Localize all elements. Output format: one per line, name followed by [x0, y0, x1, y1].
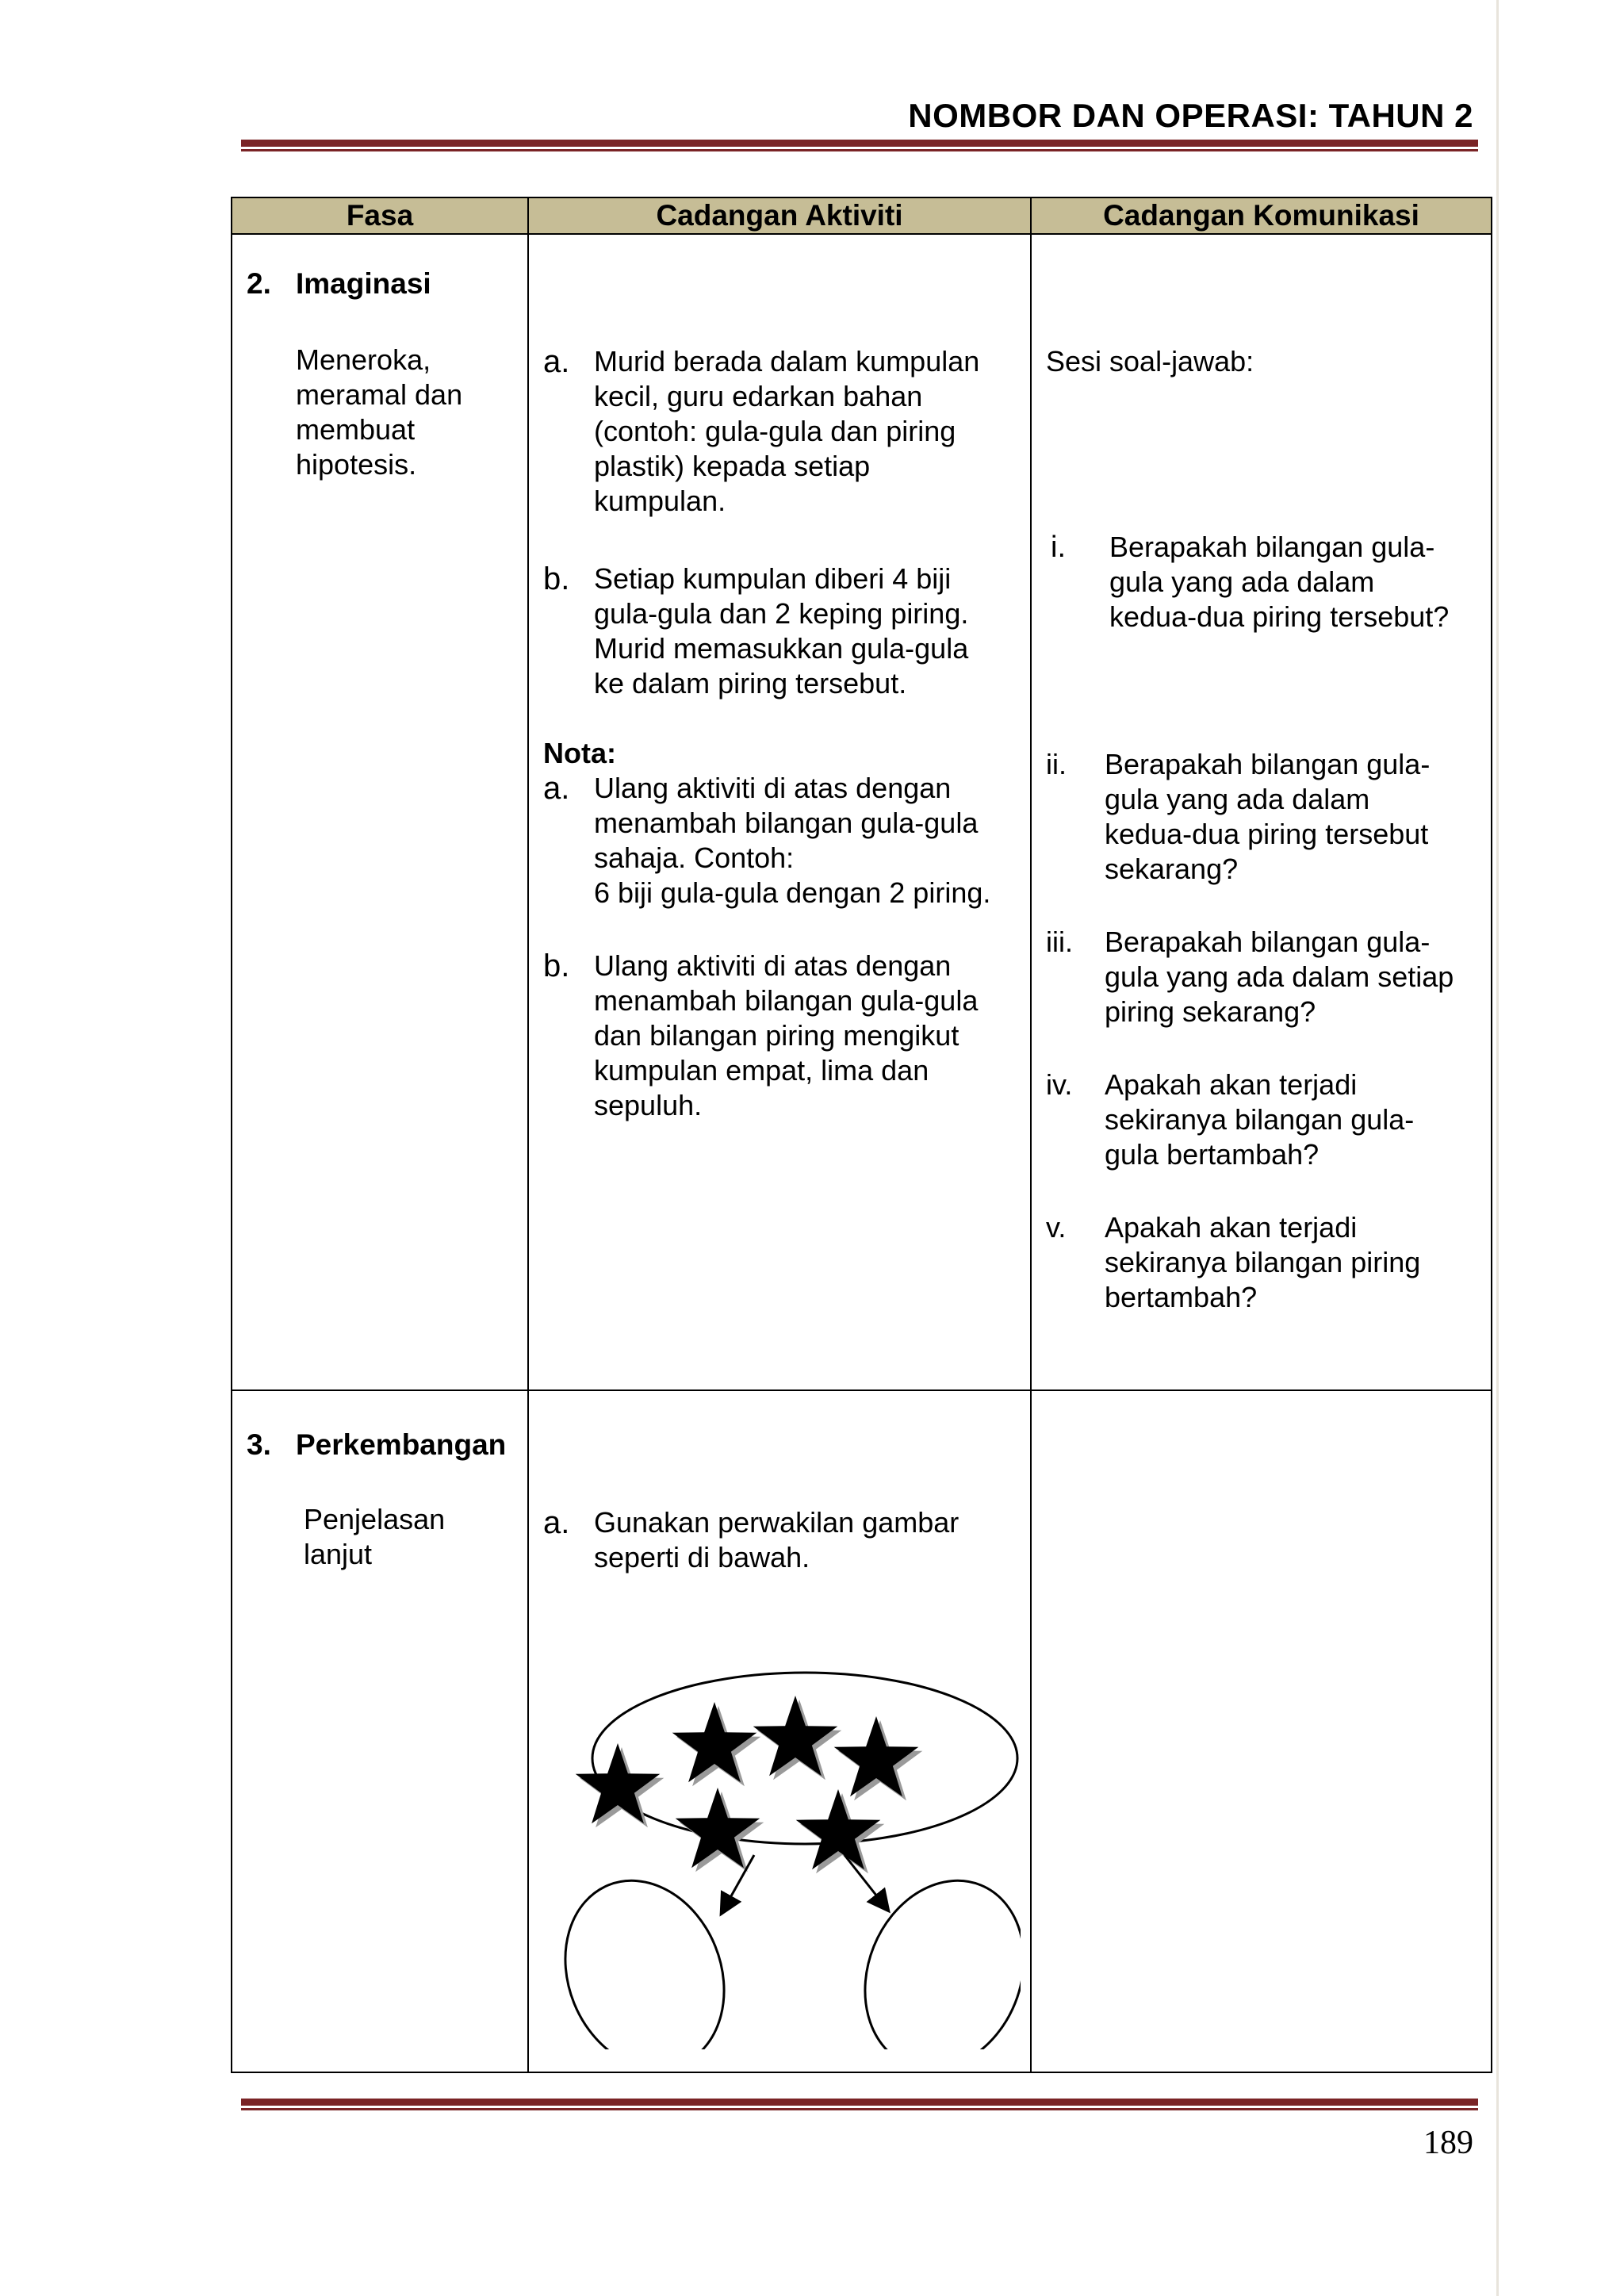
plate-ellipse-right — [837, 1857, 1021, 2049]
phase-description: Meneroka, meramal dan membuat hipotesis. — [296, 343, 463, 481]
plate-ellipse-left — [545, 1857, 752, 2049]
division-diagram — [545, 1653, 1021, 2049]
column-header-fasa: Fasa — [232, 197, 528, 234]
lesson-table — [231, 197, 1492, 2073]
page-number: 189 — [1423, 2125, 1473, 2161]
page-edge-shadow — [1496, 0, 1499, 2296]
phase-number: 3. — [247, 1428, 271, 1461]
table-header-row — [232, 197, 1492, 234]
phase-number: 2. — [247, 267, 271, 300]
activity-cell: a. Murid berada dalam kumpulan kecil, guru edarkan bahan (contoh: gula-gula dan piring plastik) kepada setiap kumpulan. b. Setiap kumpulan diberi 4 biji gula-gula dan 2 keping piring. Murid memasukkan gula-gula ke dalam piring tersebut. Nota: a. Ulang aktiviti di atas dengan menambah bilangan gula-gula sahaja. Contoh: 6 biji gula-gula dengan 2 piring. b. Ulang aktiviti di atas dengan menambah bilangan gula-gula dan bilangan piring mengikut kumpulan empat, lima dan sepuluh. — [528, 234, 1031, 1390]
activity-cell: a. Gunakan perwakilan gambar seperti di bawah. — [528, 1390, 1031, 2072]
header-rule — [241, 140, 1478, 151]
table-row — [232, 1390, 1492, 2072]
phase-title: Imaginasi — [296, 267, 431, 300]
phase-cell — [232, 1390, 528, 2072]
table-row — [232, 234, 1492, 1390]
phase-cell — [232, 234, 528, 1390]
communication-cell — [1031, 1390, 1492, 2072]
phase-title: Perkembangan — [296, 1428, 507, 1461]
communication-cell: Sesi soal-jawab: i. Berapakah bilangan gula- gula yang ada dalam kedua-dua piring tersebut? ii. Berapakah bilangan gula- gula yang ada dalam kedua-dua piring tersebut sekarang? iii. Berapakah bilangan gula- gula yang ada dalam setiap piring sekarang? iv. Apakah akan terjadi sekiranya bilangan gula- gula bertambah? v. Apakah akan terjadi sekiranya bilangan piring bertambah? — [1031, 234, 1492, 1390]
phase-description: Penjelasan lanjut — [304, 1503, 446, 1570]
page-header-title: NOMBOR DAN OPERASI: TAHUN 2 — [908, 97, 1473, 134]
communication-intro: Sesi soal-jawab: — [1046, 345, 1254, 378]
arrow-right — [845, 1855, 889, 1911]
note-label: Nota: — [543, 737, 616, 769]
column-header-komunikasi: Cadangan Komunikasi — [1031, 197, 1492, 234]
footer-rule — [241, 2099, 1478, 2110]
column-header-aktiviti: Cadangan Aktiviti — [528, 197, 1031, 234]
